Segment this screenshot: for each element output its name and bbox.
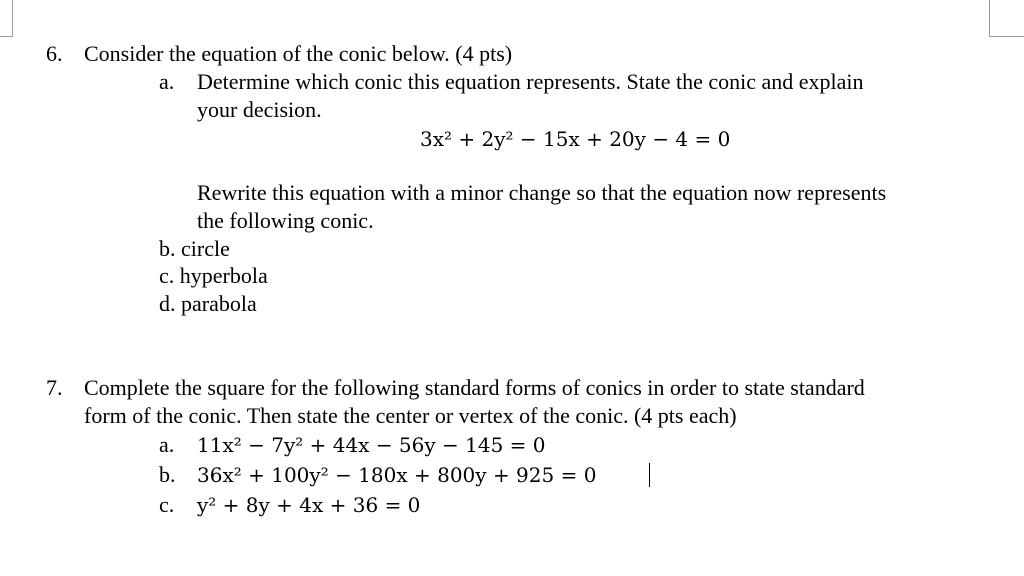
q7a-label: a. [159,432,175,457]
q7a-equation: 11x² − 7y² + 44x − 56y − 145 = 0 [197,433,546,457]
text-cursor [649,463,650,487]
q6-title: Consider the equation of the conic below. (4 pts) [84,41,513,66]
q6-item-hyperbola: c. hyperbola [159,263,268,288]
q6-item-circle: b. circle [159,236,230,261]
q6-rewrite-line2: the following conic. [197,208,374,233]
q6-equation: 3x² + 2y² − 15x + 20y − 4 = 0 [420,127,731,151]
q7b-label: b. [159,462,176,487]
q7c-label: c. [159,492,175,517]
q6-item-parabola: d. parabola [159,291,257,316]
page-corner-mark-left [0,0,13,37]
q7-number: 7. [46,375,63,400]
q6-number: 6. [46,41,63,66]
q6a-text-line2: your decision. [197,97,322,122]
q7c-equation: y² + 8y + 4x + 36 = 0 [197,493,421,517]
q6-rewrite-line1: Rewrite this equation with a minor change so that the equation now represents [197,180,887,205]
q7-text-line2: form of the conic. Then state the center or vertex of the conic. (4 pts each) [84,403,737,428]
q7-text-line1: Complete the square for the following standard forms of conics in order to state standard [84,375,865,400]
page-corner-mark-right [989,0,1024,37]
q7b-equation: 36x² + 100y² − 180x + 800y + 925 = 0 [197,463,597,487]
q6a-text-line1: Determine which conic this equation represents. State the conic and explain [197,69,864,94]
q6a-label: a. [159,69,175,94]
